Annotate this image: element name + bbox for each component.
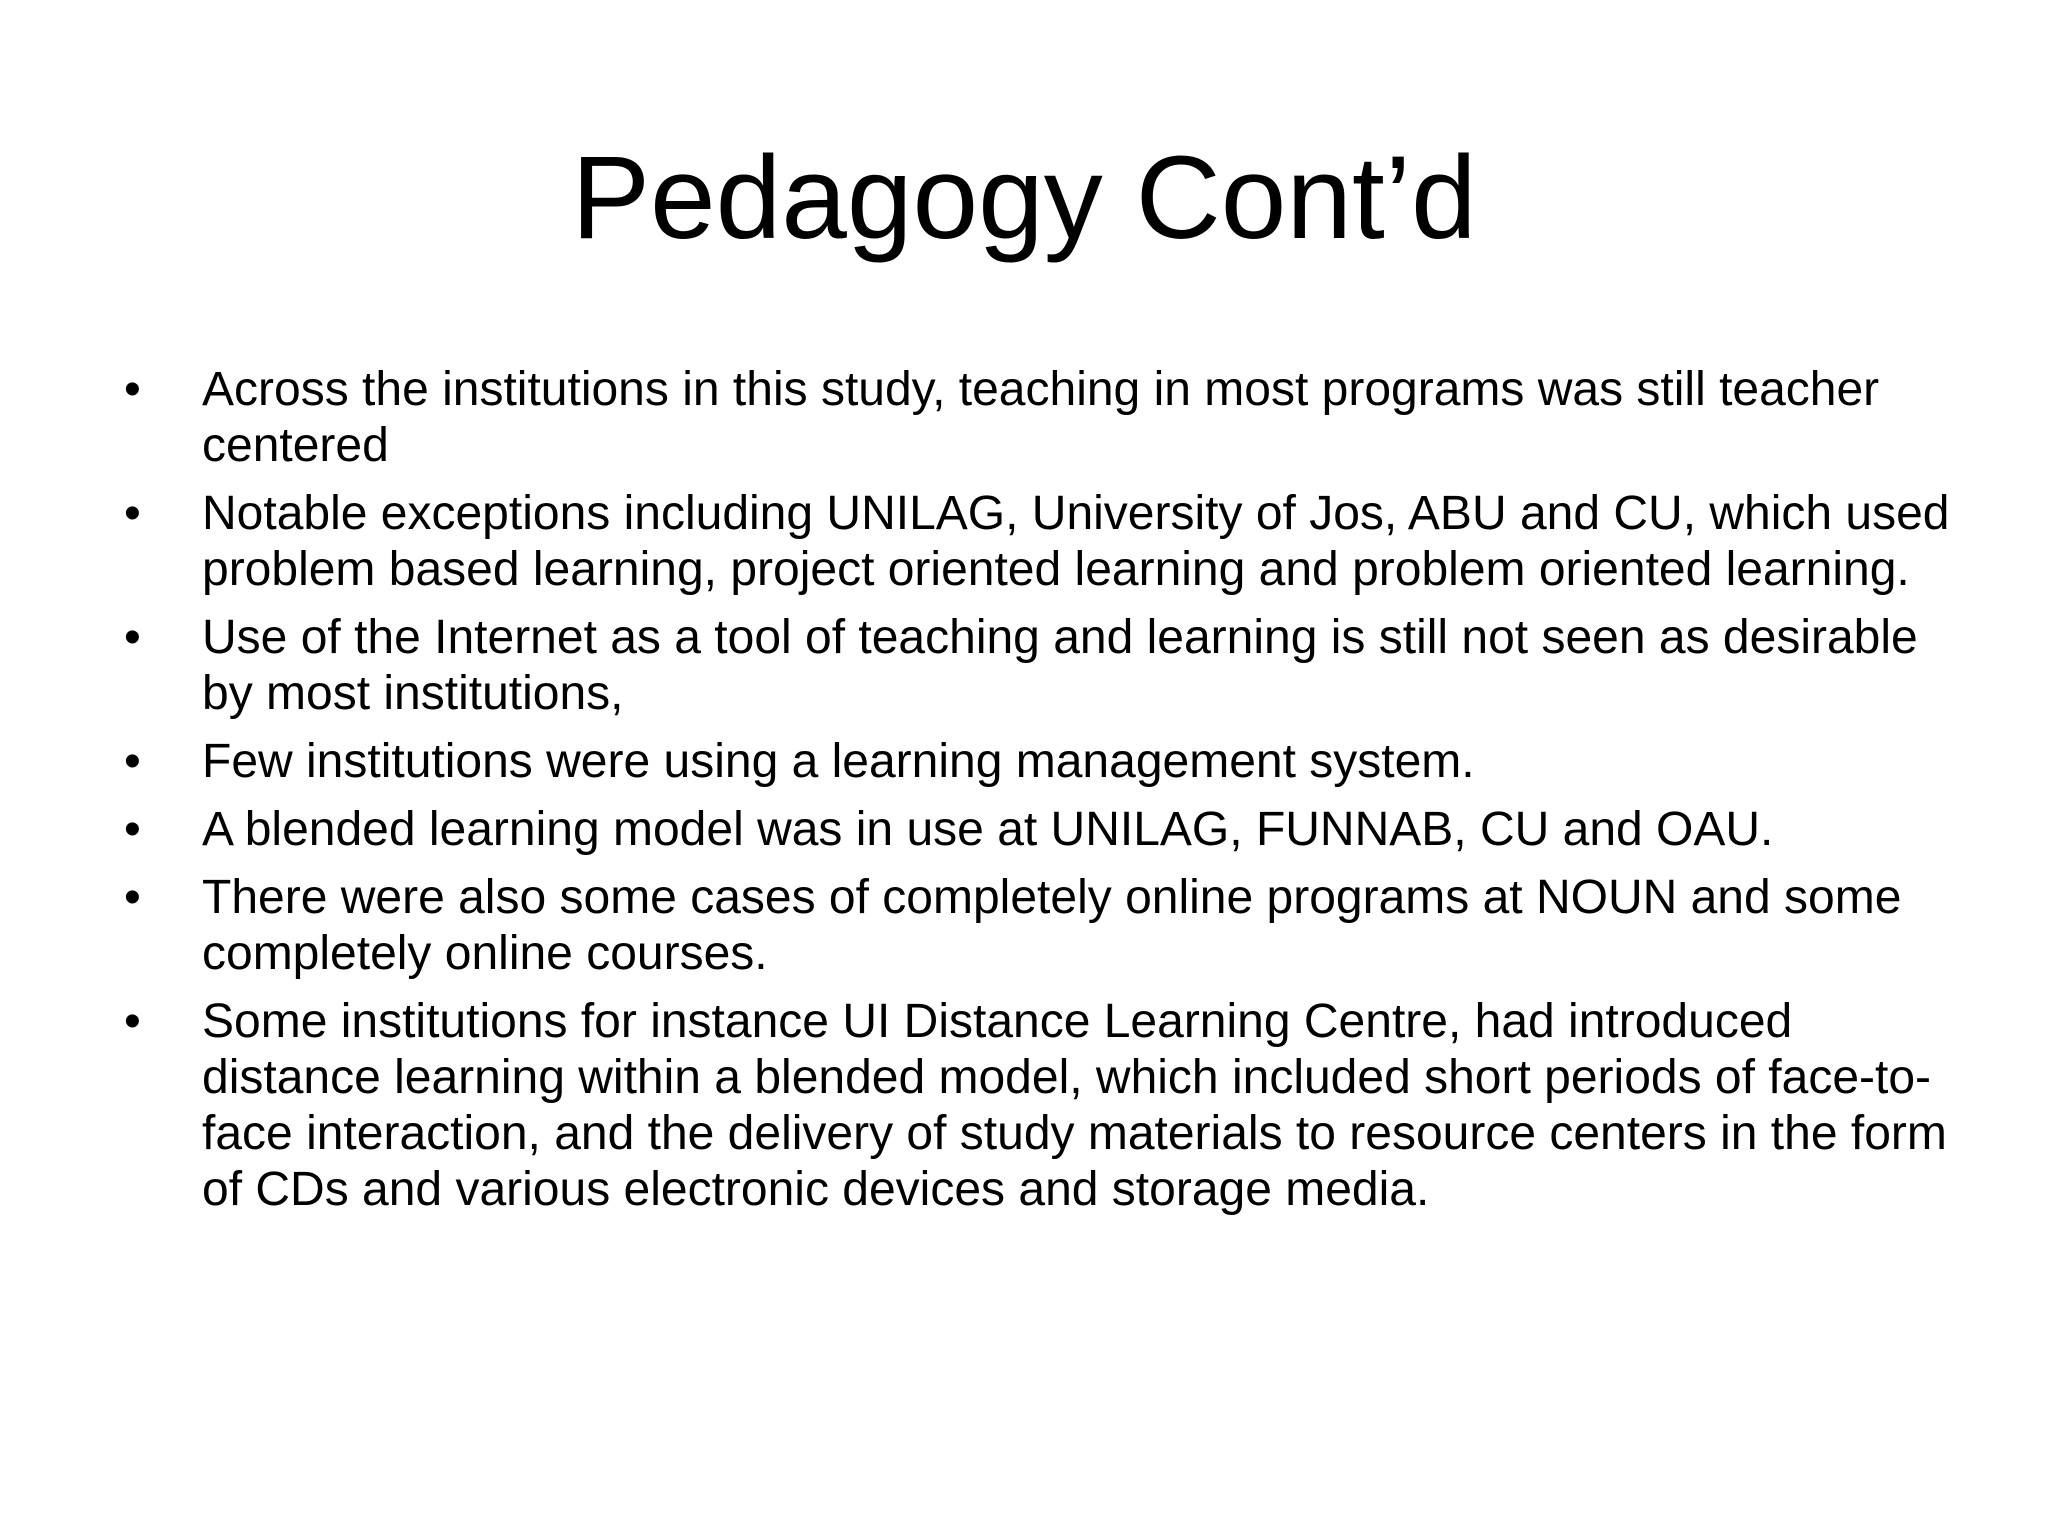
bullet-text: Across the institutions in this study, teaching in most programs was still teacher centered bbox=[202, 363, 1880, 472]
bullet-icon: • bbox=[124, 735, 141, 788]
bullet-icon: • bbox=[124, 803, 141, 856]
bullet-item bbox=[118, 486, 1958, 598]
bullet-text: Some institutions for instance UI Distance Learning Centre, had introduced distance learning within a blended model, which included short periods of face-to-face interaction, and the delivery of study materials to resource centers in the form of CDs and various electronic devices and storage media. bbox=[202, 995, 1947, 1216]
bullet-text: A blended learning model was in use at UNILAG, FUNNAB, CU and OAU. bbox=[202, 803, 1774, 856]
bullet-item bbox=[118, 610, 1958, 722]
bullet-icon: • bbox=[124, 871, 141, 924]
bullet-item bbox=[118, 802, 1958, 858]
bullet-item bbox=[118, 362, 1958, 474]
bullet-text: Use of the Internet as a tool of teaching and learning is still not seen as desirable by most institutions, bbox=[202, 611, 1918, 720]
bullet-text: Few institutions were using a learning management system. bbox=[202, 735, 1475, 788]
bullet-item bbox=[118, 870, 1958, 982]
bullet-text: There were also some cases of completely online programs at NOUN and some completely online courses. bbox=[202, 871, 1902, 980]
bullet-item bbox=[118, 994, 1958, 1218]
bullet-icon: • bbox=[124, 487, 141, 540]
bullet-icon: • bbox=[124, 611, 141, 664]
slide-title: Pedagogy Cont’d bbox=[571, 132, 1477, 264]
bullet-icon: • bbox=[124, 363, 141, 416]
bullet-item bbox=[118, 734, 1958, 790]
bullet-text: Notable exceptions including UNILAG, University of Jos, ABU and CU, which used problem based learning, project oriented learning and problem oriented learning. bbox=[202, 487, 1950, 596]
bullet-icon: • bbox=[124, 995, 141, 1048]
bullet-list bbox=[118, 362, 1958, 1230]
